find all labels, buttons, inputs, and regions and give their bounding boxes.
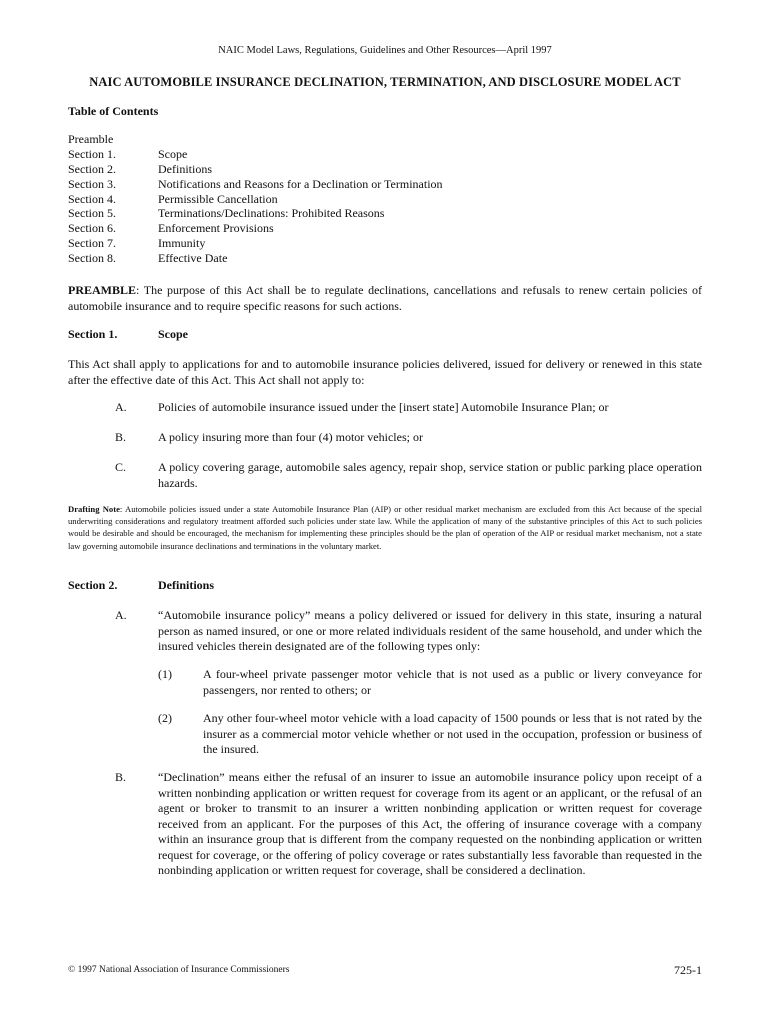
- toc-section-title: Effective Date: [158, 251, 228, 266]
- drafting-note: [68, 503, 702, 552]
- toc-section-number: Section 7.: [68, 236, 116, 251]
- toc-section-number: Section 8.: [68, 251, 116, 266]
- toc-section-title: Immunity: [158, 236, 206, 251]
- item-text: A policy insuring more than four (4) motor vehicles; or: [158, 430, 423, 444]
- section-title: Scope: [158, 327, 188, 341]
- sub-item-text: A four-wheel private passenger motor vehicle that is not used as a public or livery conveyance for passengers, nor rented to others; or: [203, 667, 702, 697]
- item-label: A.: [115, 400, 127, 414]
- toc-row: [68, 221, 702, 236]
- toc-row: [68, 206, 702, 221]
- toc-row: [68, 251, 702, 266]
- toc-section-number: Section 6.: [68, 221, 116, 236]
- sub-item-label: (1): [158, 667, 172, 681]
- sub-item-label: (2): [158, 711, 172, 725]
- item-text: “Automobile insurance policy” means a policy delivered or issued for delivery in this state, insuring a natural person as named insured, or one or more related individuals resident of the same household, and under which the insured vehicles therein designated are of the following types only:: [158, 608, 702, 653]
- section-title: Definitions: [158, 578, 215, 592]
- toc-row: [68, 177, 702, 192]
- section-1-intro: This Act shall apply to applications for and to automobile insurance policies delivered, issued for delivery or renewed in this state after the effective date of this Act. This Act shall not apply to:: [68, 357, 702, 387]
- item-text: Policies of automobile insurance issued under the [insert state] Automobile Insurance Plan; or: [158, 400, 609, 414]
- toc-section-number: Section 2.: [68, 161, 116, 176]
- list-item: [115, 460, 702, 491]
- toc-section-number: Section 3.: [68, 176, 116, 191]
- section-number: Section 1.: [68, 327, 118, 341]
- toc-section-title: Definitions: [158, 161, 212, 176]
- toc-section-title: Terminations/Declinations: Prohibited Reasons: [158, 206, 385, 221]
- sub-item: [158, 667, 702, 698]
- table-of-contents: [68, 132, 702, 266]
- toc-row: [68, 236, 702, 251]
- preamble-label: PREAMBLE: [68, 283, 137, 297]
- definition-item-b: [115, 770, 702, 879]
- toc-preamble: Preamble: [68, 132, 114, 146]
- toc-row: [68, 147, 702, 162]
- document-title: NAIC AUTOMOBILE INSURANCE DECLINATION, TERMINATION, AND DISCLOSURE MODEL ACT: [89, 75, 681, 89]
- preamble-text: : The purpose of this Act shall be to regulate declinations, cancellations and refusals to renew certain policies of automobile insurance and to require specific reasons for such actions.: [68, 283, 702, 313]
- sub-item: [158, 711, 702, 758]
- definition-item-a: [115, 608, 702, 655]
- item-text: A policy covering garage, automobile sales agency, repair shop, service station or public parking place operation hazards.: [158, 460, 702, 490]
- toc-section-number: Section 4.: [68, 191, 116, 206]
- preamble-paragraph: [68, 282, 702, 314]
- toc-section-title: Scope: [158, 146, 188, 161]
- section-number: Section 2.: [68, 578, 118, 592]
- drafting-note-label: Drafting Note: [68, 504, 120, 514]
- item-text: “Declination” means either the refusal of an insurer to issue an automobile insurance policy upon receipt of a written nonbinding application or written request for coverage from its agent or an applicant, or the refusal of an agent or broker to transmit to an insurer a written nonbinding application or written request for coverage received from an applicant. For the purposes of this Act, the offering of insurance coverage with a company within an insurance group that is different from the company requested on the nonbinding application or written request for coverage, or the offering of policy coverage or rates substantially less favorable than requested in the nonbinding application or written request for coverage, shall be considered a declination.: [158, 770, 702, 877]
- item-label: B.: [115, 430, 127, 444]
- sub-item-text: Any other four-wheel motor vehicle with a load capacity of 1500 pounds or less that is not rated by the insurer as a commercial motor vehicle whether or not used in the occupation, profession or business of the insured.: [203, 711, 702, 756]
- toc-section-number: Section 1.: [68, 146, 116, 161]
- toc-row-preamble: [68, 132, 702, 147]
- drafting-note-text: : Automobile policies issued under a state Automobile Insurance Plan (AIP) or other residual market mechanism are excluded from this Act because of the special underwriting considerations and regulatory treatment afforded such policies under state law. While the application of many of the substantive principles of this Act to such policies would be desirable and should be encouraged, the mechanism for implementing these principles should be the plan of operation of the AIP or residual market mechanism, not a state law governing automobile insurance declinations and terminations in the voluntary market.: [68, 504, 702, 551]
- toc-row: [68, 192, 702, 207]
- section-1-heading: [68, 327, 188, 342]
- toc-heading: Table of Contents: [68, 104, 159, 118]
- list-item: [115, 400, 702, 416]
- toc-section-title: Enforcement Provisions: [158, 221, 274, 236]
- toc-section-title: Notifications and Reasons for a Declination or Termination: [158, 176, 443, 191]
- toc-row: [68, 162, 702, 177]
- list-item: [115, 430, 702, 446]
- item-label: B.: [115, 770, 127, 784]
- running-header: NAIC Model Laws, Regulations, Guidelines and Other Resources—April 1997: [218, 45, 552, 56]
- section-2-heading: [68, 578, 214, 593]
- item-label: C.: [115, 460, 127, 474]
- copyright-footer: © 1997 National Association of Insurance Commissioners: [68, 965, 290, 975]
- toc-section-number: Section 5.: [68, 206, 116, 221]
- item-label: A.: [115, 608, 127, 622]
- toc-section-title: Permissible Cancellation: [158, 191, 278, 206]
- page-number: 725-1: [674, 963, 702, 977]
